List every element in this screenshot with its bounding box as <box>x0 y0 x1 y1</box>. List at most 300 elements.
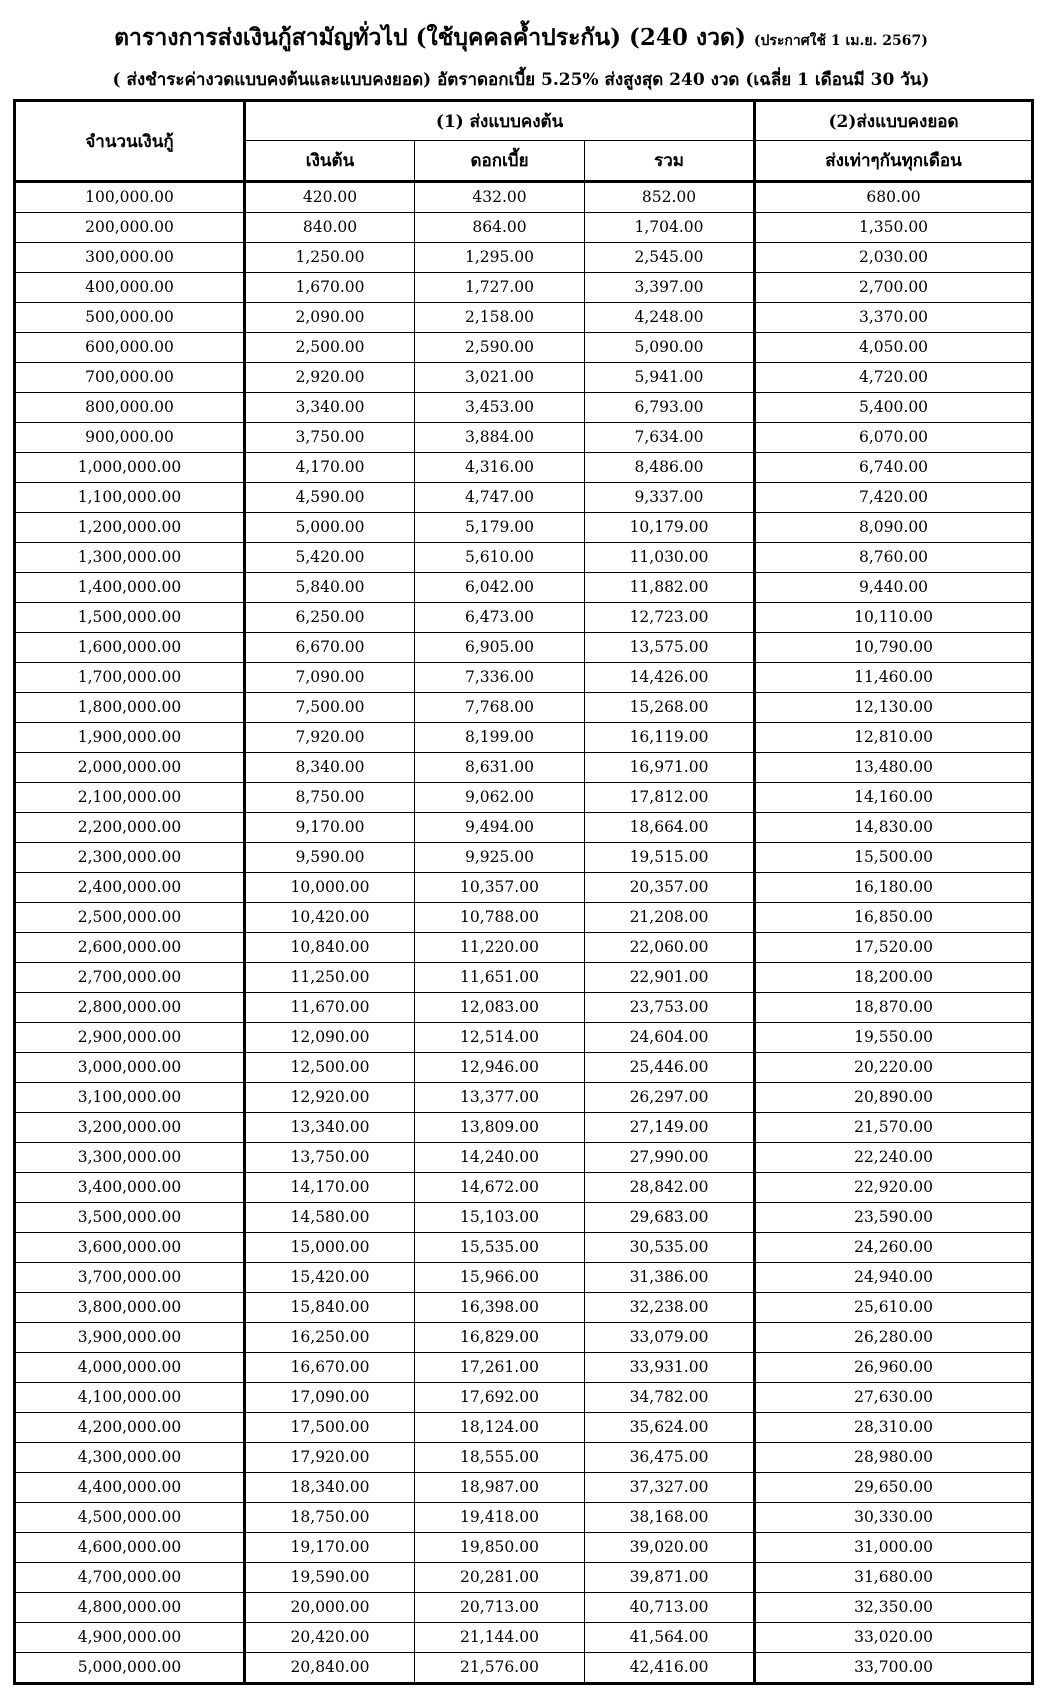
cell-total: 14,426.00 <box>585 663 755 693</box>
cell-equal-payment: 33,700.00 <box>755 1653 1033 1684</box>
cell-total: 852.00 <box>585 182 755 213</box>
cell-principal: 16,670.00 <box>245 1353 415 1383</box>
cell-total: 42,416.00 <box>585 1653 755 1684</box>
cell-equal-payment: 19,550.00 <box>755 1023 1033 1053</box>
cell-loan-amount: 1,700,000.00 <box>15 663 245 693</box>
cell-loan-amount: 4,800,000.00 <box>15 1593 245 1623</box>
cell-interest: 9,494.00 <box>415 813 585 843</box>
cell-total: 22,060.00 <box>585 933 755 963</box>
page-subtitle: ( ส่งชำระค่างวดแบบคงต้นและแบบคงยอด) อัตราดอกเบี้ย 5.25% ส่งสูงสุด 240 งวด (เฉลี่ย 1 เดือนมี 30 วัน) <box>112 70 930 90</box>
cell-equal-payment: 12,810.00 <box>755 723 1033 753</box>
cell-total: 34,782.00 <box>585 1383 755 1413</box>
cell-principal: 1,250.00 <box>245 243 415 273</box>
cell-interest: 21,144.00 <box>415 1623 585 1653</box>
cell-principal: 4,590.00 <box>245 483 415 513</box>
cell-total: 11,882.00 <box>585 573 755 603</box>
cell-loan-amount: 1,200,000.00 <box>15 513 245 543</box>
cell-total: 16,971.00 <box>585 753 755 783</box>
cell-interest: 14,240.00 <box>415 1143 585 1173</box>
cell-equal-payment: 4,720.00 <box>755 363 1033 393</box>
cell-equal-payment: 32,350.00 <box>755 1593 1033 1623</box>
cell-equal-payment: 22,920.00 <box>755 1173 1033 1203</box>
cell-equal-payment: 26,960.00 <box>755 1353 1033 1383</box>
cell-principal: 19,170.00 <box>245 1533 415 1563</box>
cell-total: 41,564.00 <box>585 1623 755 1653</box>
cell-loan-amount: 700,000.00 <box>15 363 245 393</box>
cell-loan-amount: 2,000,000.00 <box>15 753 245 783</box>
cell-interest: 15,535.00 <box>415 1233 585 1263</box>
cell-equal-payment: 25,610.00 <box>755 1293 1033 1323</box>
cell-total: 25,446.00 <box>585 1053 755 1083</box>
cell-loan-amount: 4,700,000.00 <box>15 1563 245 1593</box>
cell-loan-amount: 100,000.00 <box>15 182 245 213</box>
cell-total: 38,168.00 <box>585 1503 755 1533</box>
table-row <box>15 903 1033 933</box>
cell-interest: 11,220.00 <box>415 933 585 963</box>
cell-loan-amount: 200,000.00 <box>15 213 245 243</box>
table-row <box>15 1383 1033 1413</box>
cell-interest: 3,453.00 <box>415 393 585 423</box>
cell-equal-payment: 31,680.00 <box>755 1563 1033 1593</box>
cell-loan-amount: 800,000.00 <box>15 393 245 423</box>
cell-principal: 840.00 <box>245 213 415 243</box>
cell-interest: 7,768.00 <box>415 693 585 723</box>
cell-equal-payment: 8,760.00 <box>755 543 1033 573</box>
table-row <box>15 783 1033 813</box>
cell-total: 13,575.00 <box>585 633 755 663</box>
table-row <box>15 1443 1033 1473</box>
cell-interest: 6,042.00 <box>415 573 585 603</box>
cell-principal: 20,840.00 <box>245 1653 415 1684</box>
cell-equal-payment: 24,260.00 <box>755 1233 1033 1263</box>
cell-equal-payment: 28,980.00 <box>755 1443 1033 1473</box>
table-row <box>15 513 1033 543</box>
cell-principal: 9,590.00 <box>245 843 415 873</box>
cell-equal-payment: 11,460.00 <box>755 663 1033 693</box>
cell-principal: 17,090.00 <box>245 1383 415 1413</box>
cell-principal: 18,750.00 <box>245 1503 415 1533</box>
cell-loan-amount: 2,600,000.00 <box>15 933 245 963</box>
cell-interest: 8,199.00 <box>415 723 585 753</box>
cell-loan-amount: 600,000.00 <box>15 333 245 363</box>
cell-principal: 7,090.00 <box>245 663 415 693</box>
cell-total: 39,871.00 <box>585 1563 755 1593</box>
cell-loan-amount: 4,900,000.00 <box>15 1623 245 1653</box>
cell-total: 18,664.00 <box>585 813 755 843</box>
cell-interest: 13,377.00 <box>415 1083 585 1113</box>
table-row <box>15 543 1033 573</box>
table-row <box>15 1083 1033 1113</box>
cell-equal-payment: 4,050.00 <box>755 333 1033 363</box>
cell-loan-amount: 3,800,000.00 <box>15 1293 245 1323</box>
cell-principal: 2,090.00 <box>245 303 415 333</box>
cell-interest: 4,747.00 <box>415 483 585 513</box>
cell-loan-amount: 500,000.00 <box>15 303 245 333</box>
cell-equal-payment: 6,740.00 <box>755 453 1033 483</box>
cell-interest: 15,103.00 <box>415 1203 585 1233</box>
cell-equal-payment: 14,830.00 <box>755 813 1033 843</box>
cell-equal-payment: 10,110.00 <box>755 603 1033 633</box>
cell-equal-payment: 680.00 <box>755 182 1033 213</box>
cell-loan-amount: 400,000.00 <box>15 273 245 303</box>
cell-equal-payment: 5,400.00 <box>755 393 1033 423</box>
cell-loan-amount: 1,100,000.00 <box>15 483 245 513</box>
cell-principal: 15,420.00 <box>245 1263 415 1293</box>
cell-principal: 3,340.00 <box>245 393 415 423</box>
header-interest: ดอกเบี้ย <box>415 141 585 182</box>
cell-total: 33,931.00 <box>585 1353 755 1383</box>
cell-equal-payment: 22,240.00 <box>755 1143 1033 1173</box>
table-row <box>15 483 1033 513</box>
cell-interest: 11,651.00 <box>415 963 585 993</box>
cell-equal-payment: 31,000.00 <box>755 1533 1033 1563</box>
header-total: รวม <box>585 141 755 182</box>
cell-equal-payment: 24,940.00 <box>755 1263 1033 1293</box>
table-row <box>15 1203 1033 1233</box>
cell-principal: 16,250.00 <box>245 1323 415 1353</box>
cell-loan-amount: 3,400,000.00 <box>15 1173 245 1203</box>
cell-equal-payment: 27,630.00 <box>755 1383 1033 1413</box>
table-row <box>15 1023 1033 1053</box>
table-row <box>15 303 1033 333</box>
cell-principal: 18,340.00 <box>245 1473 415 1503</box>
cell-equal-payment: 21,570.00 <box>755 1113 1033 1143</box>
table-row <box>15 633 1033 663</box>
cell-principal: 2,500.00 <box>245 333 415 363</box>
cell-principal: 17,920.00 <box>245 1443 415 1473</box>
cell-interest: 12,946.00 <box>415 1053 585 1083</box>
cell-interest: 15,966.00 <box>415 1263 585 1293</box>
header-fixed-principal: (1) ส่งแบบคงต้น <box>245 101 755 141</box>
table-row <box>15 1113 1033 1143</box>
cell-interest: 1,727.00 <box>415 273 585 303</box>
cell-principal: 5,840.00 <box>245 573 415 603</box>
table-row <box>15 1293 1033 1323</box>
cell-principal: 10,000.00 <box>245 873 415 903</box>
cell-principal: 14,580.00 <box>245 1203 415 1233</box>
cell-total: 23,753.00 <box>585 993 755 1023</box>
cell-equal-payment: 16,850.00 <box>755 903 1033 933</box>
cell-loan-amount: 2,100,000.00 <box>15 783 245 813</box>
cell-equal-payment: 6,070.00 <box>755 423 1033 453</box>
cell-equal-payment: 23,590.00 <box>755 1203 1033 1233</box>
cell-total: 11,030.00 <box>585 543 755 573</box>
cell-loan-amount: 3,300,000.00 <box>15 1143 245 1173</box>
table-row <box>15 753 1033 783</box>
cell-loan-amount: 2,400,000.00 <box>15 873 245 903</box>
table-row <box>15 993 1033 1023</box>
table-row <box>15 873 1033 903</box>
cell-interest: 6,473.00 <box>415 603 585 633</box>
cell-total: 1,704.00 <box>585 213 755 243</box>
cell-total: 24,604.00 <box>585 1023 755 1053</box>
cell-interest: 864.00 <box>415 213 585 243</box>
table-row <box>15 603 1033 633</box>
cell-loan-amount: 3,000,000.00 <box>15 1053 245 1083</box>
cell-equal-payment: 7,420.00 <box>755 483 1033 513</box>
cell-principal: 8,340.00 <box>245 753 415 783</box>
cell-loan-amount: 300,000.00 <box>15 243 245 273</box>
cell-principal: 15,840.00 <box>245 1293 415 1323</box>
table-row <box>15 693 1033 723</box>
cell-equal-payment: 3,370.00 <box>755 303 1033 333</box>
cell-interest: 8,631.00 <box>415 753 585 783</box>
cell-equal-payment: 18,200.00 <box>755 963 1033 993</box>
table-row <box>15 1653 1033 1684</box>
header-principal: เงินต้น <box>245 141 415 182</box>
table-body <box>15 182 1033 1684</box>
table-row <box>15 1623 1033 1653</box>
cell-loan-amount: 1,300,000.00 <box>15 543 245 573</box>
cell-equal-payment: 9,440.00 <box>755 573 1033 603</box>
cell-equal-payment: 17,520.00 <box>755 933 1033 963</box>
cell-loan-amount: 2,500,000.00 <box>15 903 245 933</box>
title-main: ตารางการส่งเงินกู้สามัญทั่วไป (ใช้บุคคลค้ำประกัน) (240 งวด) <box>114 24 746 51</box>
cell-principal: 14,170.00 <box>245 1173 415 1203</box>
cell-principal: 19,590.00 <box>245 1563 415 1593</box>
cell-total: 40,713.00 <box>585 1593 755 1623</box>
table-row <box>15 1173 1033 1203</box>
cell-loan-amount: 3,500,000.00 <box>15 1203 245 1233</box>
table-row <box>15 1503 1033 1533</box>
table-row <box>15 213 1033 243</box>
cell-interest: 5,610.00 <box>415 543 585 573</box>
header-fixed-installment: (2)ส่งแบบคงยอด <box>755 101 1033 141</box>
cell-loan-amount: 1,900,000.00 <box>15 723 245 753</box>
table-row <box>15 1533 1033 1563</box>
cell-total: 10,179.00 <box>585 513 755 543</box>
cell-total: 7,634.00 <box>585 423 755 453</box>
cell-interest: 9,062.00 <box>415 783 585 813</box>
cell-equal-payment: 10,790.00 <box>755 633 1033 663</box>
table-row <box>15 723 1033 753</box>
table-row <box>15 182 1033 213</box>
cell-total: 12,723.00 <box>585 603 755 633</box>
cell-equal-payment: 20,220.00 <box>755 1053 1033 1083</box>
cell-equal-payment: 29,650.00 <box>755 1473 1033 1503</box>
cell-interest: 17,261.00 <box>415 1353 585 1383</box>
table-row <box>15 393 1033 423</box>
cell-total: 21,208.00 <box>585 903 755 933</box>
cell-interest: 14,672.00 <box>415 1173 585 1203</box>
cell-principal: 7,500.00 <box>245 693 415 723</box>
table-row <box>15 843 1033 873</box>
cell-total: 8,486.00 <box>585 453 755 483</box>
table-row <box>15 243 1033 273</box>
cell-total: 27,149.00 <box>585 1113 755 1143</box>
cell-loan-amount: 4,400,000.00 <box>15 1473 245 1503</box>
cell-principal: 13,750.00 <box>245 1143 415 1173</box>
cell-principal: 5,000.00 <box>245 513 415 543</box>
table-row <box>15 573 1033 603</box>
cell-principal: 13,340.00 <box>245 1113 415 1143</box>
cell-interest: 12,083.00 <box>415 993 585 1023</box>
cell-total: 27,990.00 <box>585 1143 755 1173</box>
cell-loan-amount: 1,600,000.00 <box>15 633 245 663</box>
cell-total: 19,515.00 <box>585 843 755 873</box>
table-row <box>15 1473 1033 1503</box>
cell-total: 16,119.00 <box>585 723 755 753</box>
table-row <box>15 453 1033 483</box>
cell-loan-amount: 1,500,000.00 <box>15 603 245 633</box>
cell-interest: 20,713.00 <box>415 1593 585 1623</box>
cell-principal: 3,750.00 <box>245 423 415 453</box>
cell-principal: 10,420.00 <box>245 903 415 933</box>
cell-loan-amount: 1,800,000.00 <box>15 693 245 723</box>
cell-total: 20,357.00 <box>585 873 755 903</box>
cell-interest: 3,884.00 <box>415 423 585 453</box>
cell-loan-amount: 2,900,000.00 <box>15 1023 245 1053</box>
cell-loan-amount: 4,300,000.00 <box>15 1443 245 1473</box>
cell-loan-amount: 4,500,000.00 <box>15 1503 245 1533</box>
cell-interest: 20,281.00 <box>415 1563 585 1593</box>
cell-principal: 20,000.00 <box>245 1593 415 1623</box>
cell-equal-payment: 26,280.00 <box>755 1323 1033 1353</box>
header-equal-monthly: ส่งเท่าๆกันทุกเดือน <box>755 141 1033 182</box>
cell-interest: 6,905.00 <box>415 633 585 663</box>
cell-total: 5,941.00 <box>585 363 755 393</box>
cell-interest: 1,295.00 <box>415 243 585 273</box>
cell-total: 33,079.00 <box>585 1323 755 1353</box>
title-note: (ประกาศใช้ 1 เม.ย. 2567) <box>753 33 928 49</box>
table-row <box>15 333 1033 363</box>
cell-principal: 10,840.00 <box>245 933 415 963</box>
cell-loan-amount: 1,000,000.00 <box>15 453 245 483</box>
cell-total: 36,475.00 <box>585 1443 755 1473</box>
cell-loan-amount: 2,300,000.00 <box>15 843 245 873</box>
cell-equal-payment: 12,130.00 <box>755 693 1033 723</box>
cell-total: 29,683.00 <box>585 1203 755 1233</box>
cell-loan-amount: 3,900,000.00 <box>15 1323 245 1353</box>
cell-total: 2,545.00 <box>585 243 755 273</box>
cell-loan-amount: 2,200,000.00 <box>15 813 245 843</box>
cell-equal-payment: 16,180.00 <box>755 873 1033 903</box>
cell-loan-amount: 5,000,000.00 <box>15 1653 245 1684</box>
cell-principal: 17,500.00 <box>245 1413 415 1443</box>
table-row <box>15 1593 1033 1623</box>
table-row <box>15 273 1033 303</box>
cell-equal-payment: 2,030.00 <box>755 243 1033 273</box>
cell-total: 5,090.00 <box>585 333 755 363</box>
cell-interest: 21,576.00 <box>415 1653 585 1684</box>
cell-equal-payment: 15,500.00 <box>755 843 1033 873</box>
table-row <box>15 1353 1033 1383</box>
cell-total: 39,020.00 <box>585 1533 755 1563</box>
cell-principal: 5,420.00 <box>245 543 415 573</box>
cell-principal: 6,670.00 <box>245 633 415 663</box>
table-row <box>15 423 1033 453</box>
table-row <box>15 1413 1033 1443</box>
cell-loan-amount: 900,000.00 <box>15 423 245 453</box>
table-row <box>15 1323 1033 1353</box>
cell-principal: 20,420.00 <box>245 1623 415 1653</box>
cell-loan-amount: 4,600,000.00 <box>15 1533 245 1563</box>
cell-loan-amount: 3,100,000.00 <box>15 1083 245 1113</box>
cell-loan-amount: 3,700,000.00 <box>15 1263 245 1293</box>
cell-interest: 432.00 <box>415 182 585 213</box>
cell-total: 35,624.00 <box>585 1413 755 1443</box>
cell-interest: 16,398.00 <box>415 1293 585 1323</box>
cell-equal-payment: 8,090.00 <box>755 513 1033 543</box>
cell-interest: 9,925.00 <box>415 843 585 873</box>
cell-interest: 10,788.00 <box>415 903 585 933</box>
cell-loan-amount: 2,700,000.00 <box>15 963 245 993</box>
cell-equal-payment: 13,480.00 <box>755 753 1033 783</box>
cell-total: 32,238.00 <box>585 1293 755 1323</box>
cell-total: 3,397.00 <box>585 273 755 303</box>
cell-principal: 12,920.00 <box>245 1083 415 1113</box>
cell-equal-payment: 14,160.00 <box>755 783 1033 813</box>
cell-total: 9,337.00 <box>585 483 755 513</box>
cell-interest: 2,158.00 <box>415 303 585 333</box>
cell-loan-amount: 3,600,000.00 <box>15 1233 245 1263</box>
cell-loan-amount: 4,200,000.00 <box>15 1413 245 1443</box>
table-row <box>15 1263 1033 1293</box>
cell-loan-amount: 4,100,000.00 <box>15 1383 245 1413</box>
header-loan-amount: จำนวนเงินกู้ <box>15 101 245 182</box>
table-row <box>15 1233 1033 1263</box>
cell-principal: 420.00 <box>245 182 415 213</box>
cell-total: 6,793.00 <box>585 393 755 423</box>
cell-equal-payment: 30,330.00 <box>755 1503 1033 1533</box>
cell-principal: 2,920.00 <box>245 363 415 393</box>
cell-principal: 9,170.00 <box>245 813 415 843</box>
table-row <box>15 1053 1033 1083</box>
cell-interest: 10,357.00 <box>415 873 585 903</box>
cell-interest: 18,124.00 <box>415 1413 585 1443</box>
cell-total: 30,535.00 <box>585 1233 755 1263</box>
table-row <box>15 1563 1033 1593</box>
cell-total: 4,248.00 <box>585 303 755 333</box>
cell-interest: 18,987.00 <box>415 1473 585 1503</box>
cell-principal: 6,250.00 <box>245 603 415 633</box>
cell-equal-payment: 28,310.00 <box>755 1413 1033 1443</box>
cell-interest: 18,555.00 <box>415 1443 585 1473</box>
cell-interest: 13,809.00 <box>415 1113 585 1143</box>
table-row <box>15 663 1033 693</box>
loan-payment-table <box>13 99 1034 1685</box>
table-row <box>15 933 1033 963</box>
cell-interest: 2,590.00 <box>415 333 585 363</box>
cell-principal: 15,000.00 <box>245 1233 415 1263</box>
table-row <box>15 1143 1033 1173</box>
table-row <box>15 363 1033 393</box>
cell-loan-amount: 1,400,000.00 <box>15 573 245 603</box>
cell-total: 26,297.00 <box>585 1083 755 1113</box>
cell-principal: 12,500.00 <box>245 1053 415 1083</box>
cell-total: 31,386.00 <box>585 1263 755 1293</box>
cell-interest: 16,829.00 <box>415 1323 585 1353</box>
cell-interest: 12,514.00 <box>415 1023 585 1053</box>
table-header <box>15 101 1033 182</box>
cell-total: 28,842.00 <box>585 1173 755 1203</box>
cell-principal: 4,170.00 <box>245 453 415 483</box>
cell-interest: 19,418.00 <box>415 1503 585 1533</box>
cell-interest: 17,692.00 <box>415 1383 585 1413</box>
cell-interest: 7,336.00 <box>415 663 585 693</box>
cell-principal: 1,670.00 <box>245 273 415 303</box>
cell-interest: 19,850.00 <box>415 1533 585 1563</box>
cell-loan-amount: 4,000,000.00 <box>15 1353 245 1383</box>
cell-principal: 7,920.00 <box>245 723 415 753</box>
cell-interest: 3,021.00 <box>415 363 585 393</box>
cell-principal: 12,090.00 <box>245 1023 415 1053</box>
cell-equal-payment: 1,350.00 <box>755 213 1033 243</box>
cell-principal: 8,750.00 <box>245 783 415 813</box>
cell-interest: 5,179.00 <box>415 513 585 543</box>
page-title <box>0 22 1042 57</box>
cell-total: 17,812.00 <box>585 783 755 813</box>
